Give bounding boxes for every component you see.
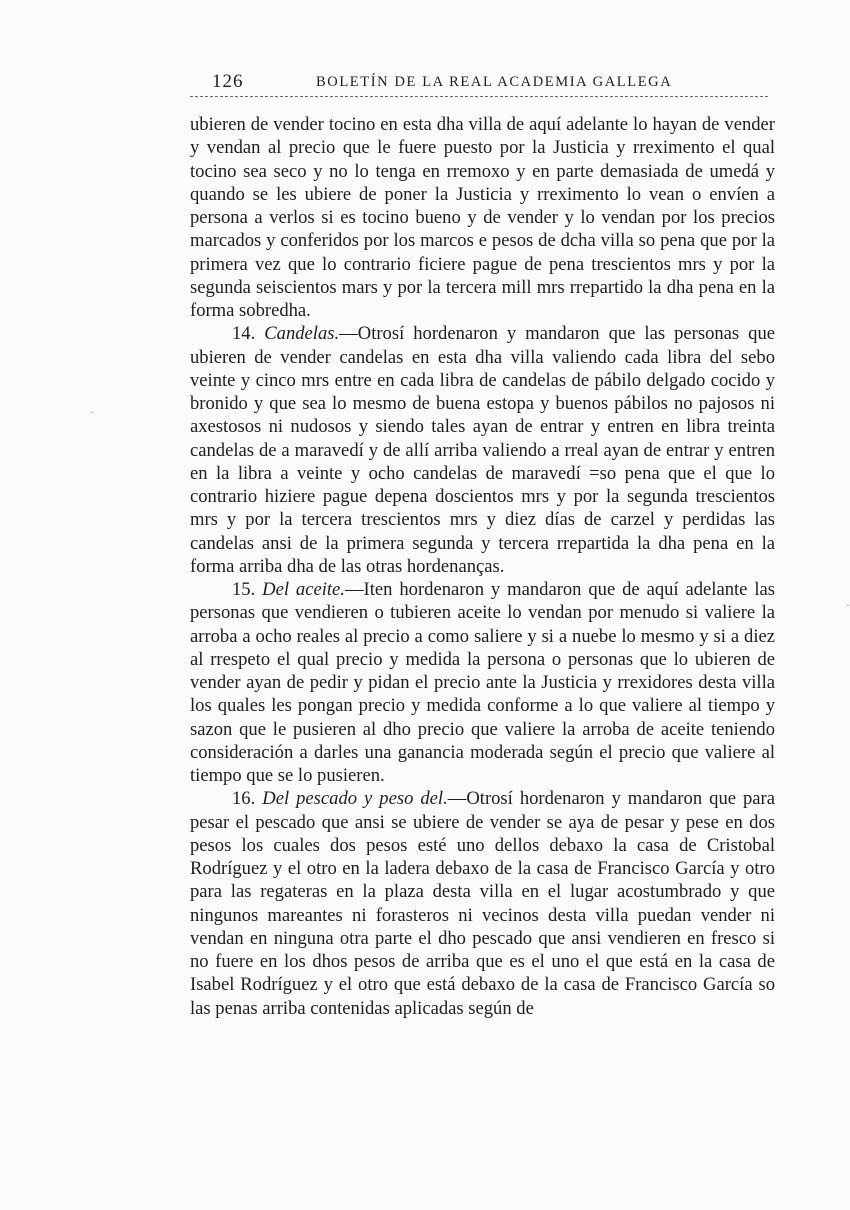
- paragraph-title: Candelas.: [264, 323, 340, 345]
- paragraph-text: —Otrosí hordenaron y mandaron que para pesar el pescado que ansi se ubiere de vender se aya de pesar y pese en dos pesos los cuales dos pesos esté uno dellos debaxo la casa de Cristobal Rodríguez y el otro en la ladera debaxo de la casa de Francisco García y otro para las regateras en la plaza desta villa en el lugar acostumbrado y que ningunos mareantes ni forasteros ni vecinos desta villa puedan vender ni vendan en ninguna otra parte el dho pescado que ansi vendieren en fresco si no fuere en los dhos pesos de arriba que es el uno el que está en la casa de Isabel Rodríguez y el otro que está debaxo de la casa de Francisco García so las penas arriba contenidas aplicadas según de: [190, 788, 775, 1019]
- page-header: [190, 66, 775, 96]
- scan-speck: ·: [90, 405, 94, 419]
- paragraph-title: Del pescado y peso del.: [262, 788, 448, 810]
- paragraph-continuation: [190, 113, 775, 322]
- paragraph-15: [190, 578, 775, 787]
- paragraph-number: 16.: [232, 788, 256, 810]
- paragraph-14: [190, 322, 775, 578]
- scan-speck: ·: [846, 598, 850, 612]
- running-title: BOLETÍN DE LA REAL ACADEMIA GALLEGA: [316, 74, 673, 90]
- header-rule: [190, 96, 768, 97]
- paragraph-text: —Iten hordenaron y mandaron que de aquí adelante las personas que vendieren o tubieren aceite lo vendan por menudo si valiere la arroba a ocho reales al precio a como saliere y si a nuebe lo mesmo y si a diez al rrespeto el qual precio y medida la persona o personas que lo ubieren de vender ayan de pedir y pidan el precio ante la Justicia y rrexidores desta villa los quales les pongan precio y medida conforme a lo que valiere al tiempo y sazon que le pusieren al dho precio que valiere la arroba de aceite teniendo consideración a darles una ganancia moderada según el precio que valiere al tiempo que se lo pusieren.: [190, 579, 775, 786]
- body-text: [190, 113, 775, 1020]
- paragraph-number: 15.: [232, 579, 256, 600]
- paragraph-text: ubieren de vender tocino en esta dha villa de aquí adelante lo hayan de vender y vendan al precio que le fuere puesto por la Justicia y rreximento el qual tocino sea seco y no lo tenga en rremoxo y en parte demasiada de umedá y quando se les ubiere de poner la Justicia y rreximento lo vean o envíen a persona a verlos si es tocino bueno y de vender y lo vendan por los precios marcados y conferidos por los marcos e pesos de dcha villa so pena que por la primera vez que lo contrario ficiere pague de pena trescientos mrs y por la segunda seiscientos mars y por la tercera mill mrs rrepartido la dha pena en la forma sobredha.: [190, 114, 775, 321]
- page-number: 126: [212, 71, 244, 92]
- paragraph-16: [190, 787, 775, 1020]
- paragraph-text: —Otrosí hordenaron y mandaron que las personas que ubieren de vender candelas en esta dha villa valiendo cada libra del sebo veinte y cinco mrs entre en cada libra de candelas de pábilo delgado cocido y bronido y que sea lo mesmo de buena estopa y buenos pábilos no pajosos ni axestosos ni nudosos y siendo tales ayan de entrar y entren en libra treinta candelas de a maravedí y de allí arriba valiendo a rreal ayan de entrar y entren en la libra a veinte y ocho candelas de maravedí =so pena que el que lo contrario hiziere pague depena doscientos mrs y por la segunda trescientos mrs y por la tercera trescientos mrs y diez días de carzel y perdidas las candelas ansi de la primera segunda y tercera rrepartida la dha pena en la forma arriba dha de las otras hordenanças.: [190, 323, 776, 577]
- paragraph-title: Del aceite.: [262, 579, 345, 600]
- paragraph-number: 14.: [232, 323, 256, 345]
